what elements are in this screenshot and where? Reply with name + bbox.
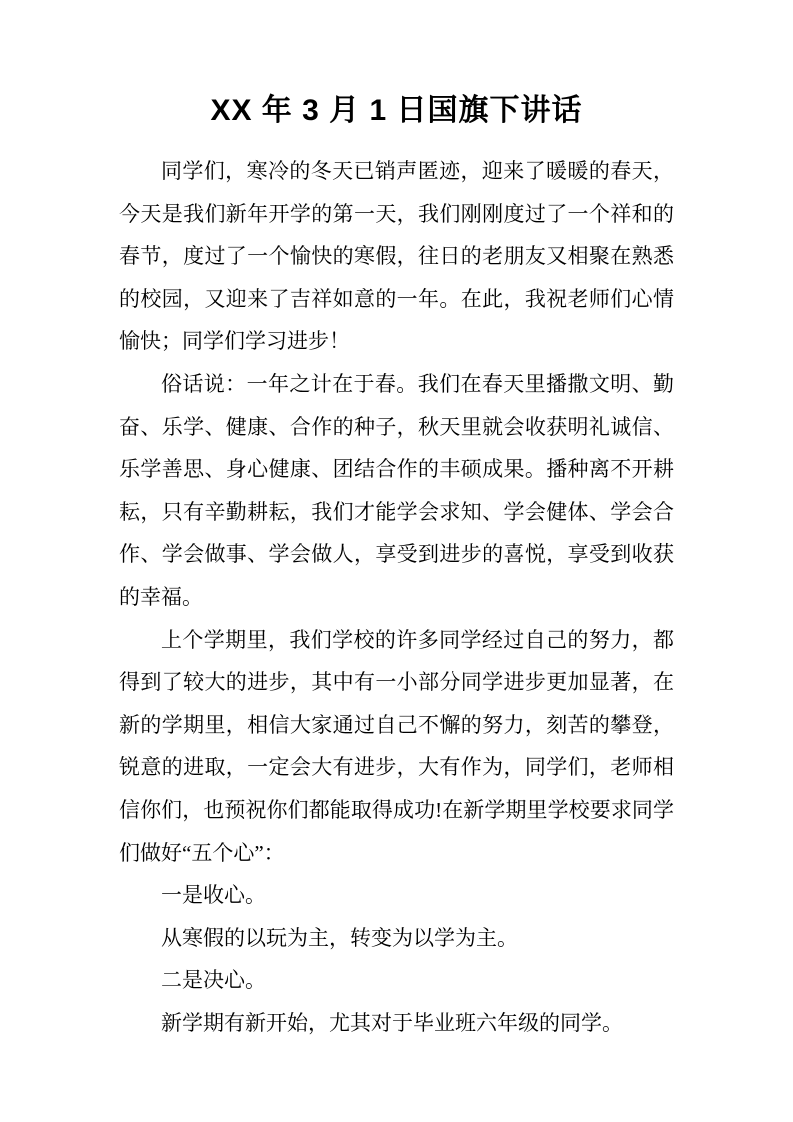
paragraph-spring-proverb: 俗话说：一年之计在于春。我们在春天里播撒文明、勤奋、乐学、健康、合作的种子，秋天里就会收获明礼诚信、乐学善思、身心健康、团结合作的丰硕成果。播种离不开耕耘，只有辛勤耕耘，我们才能学会求知、学会健体、学会合作、学会做事、学会做人，享受到进步的喜悦，享受到收获的幸福。 bbox=[119, 371, 674, 609]
paragraph-point-one-detail: 从寒假的以玩为主，转变为以学为主。 bbox=[161, 925, 518, 950]
paragraph-last-semester: 上个学期里，我们学校的许多同学经过自己的努力，都得到了较大的进步，其中有一小部分同学进步更加显著，在新的学期里，相信大家通过自己不懈的努力，刻苦的攀登，锐意的进取，一定会大有进步，大有作为，同学们，老师相信你们，也预祝你们都能取得成功!在新学期里学校要求同学们做好“五个心”： bbox=[119, 627, 674, 865]
paragraph-intro: 同学们，寒冷的冬天已销声匿迹，迎来了暖暖的春天，今天是我们新年开学的第一天，我们刚刚度过了一个祥和的春节，度过了一个愉快的寒假，往日的老朋友又相聚在熟悉的校园，又迎来了吉祥如意的一年。在此，我祝老师们心情愉快；同学们学习进步！ bbox=[119, 159, 674, 354]
paragraph-point-two-detail: 新学期有新开始，尤其对于毕业班六年级的同学。 bbox=[161, 1010, 623, 1035]
document-body bbox=[119, 150, 674, 1044]
paragraph-point-one-heading: 一是收心。 bbox=[161, 883, 266, 908]
document-title: XX 年 3 月 1 日国旗下讲话 bbox=[210, 94, 583, 127]
paragraph-point-two-heading: 二是决心。 bbox=[161, 968, 266, 993]
